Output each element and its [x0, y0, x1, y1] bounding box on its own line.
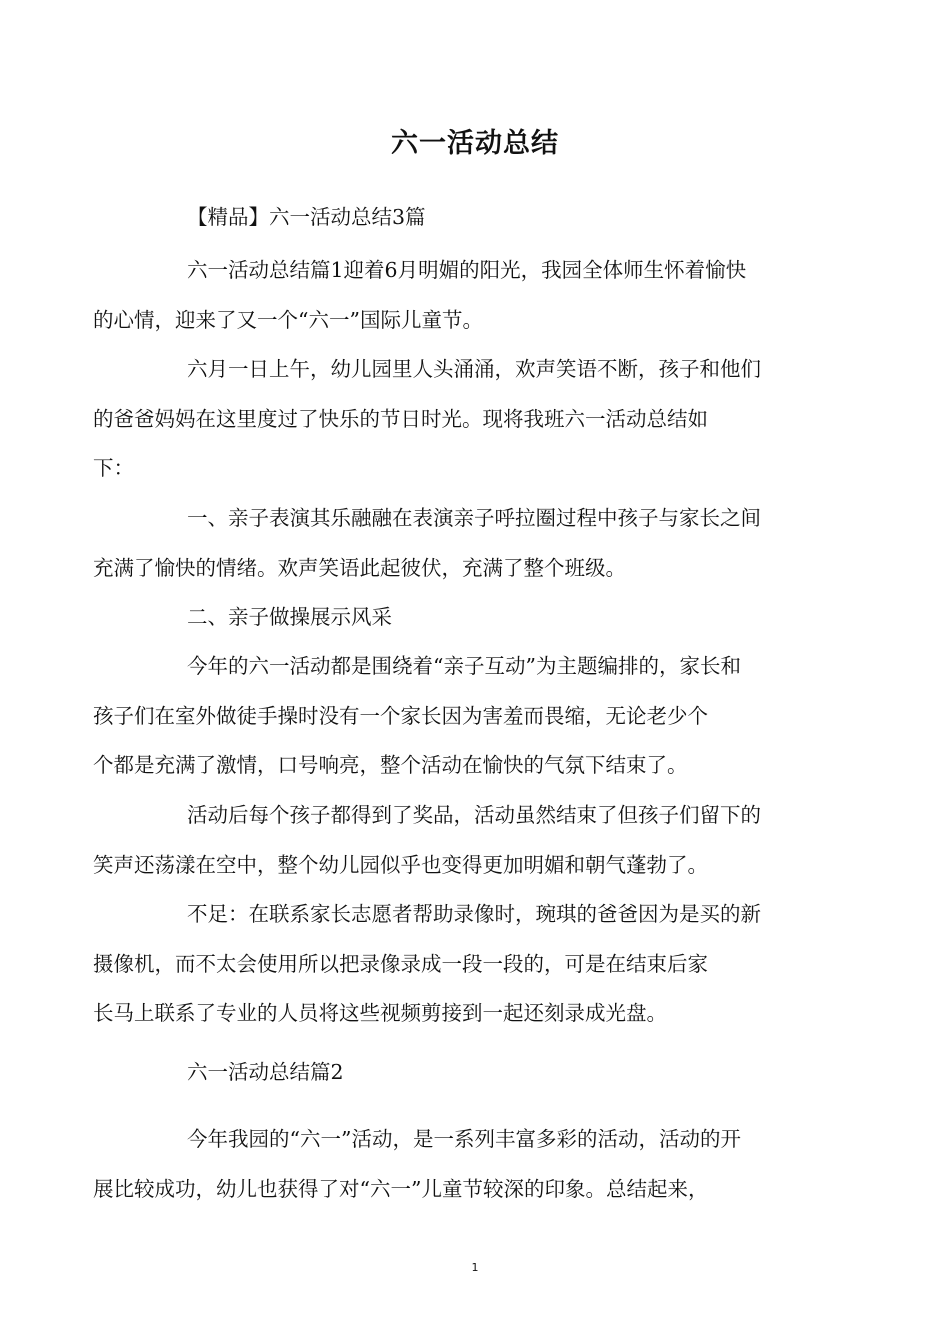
paragraph-line: 六一活动总结篇2: [187, 1060, 344, 1084]
paragraph-line: 下：: [93, 456, 134, 480]
paragraph-line: 长马上联系了专业的人员将这些视频剪接到一起还刻录成光盘。: [93, 1001, 667, 1025]
paragraph-line: 【精品】六一活动总结3篇: [187, 205, 426, 229]
paragraph-line: 充满了愉快的情绪。欢声笑语此起彼伏，充满了整个班级。: [93, 555, 626, 580]
paragraph-line: 摄像机，而不太会使用所以把录像录成一段一段的，可是在结束后家: [93, 951, 708, 976]
paragraph: [93, 345, 826, 494]
paragraph-line: 笑声还荡漾在空中，整个幼儿园似乎也变得更加明媚和朝气蓬勃了。: [93, 852, 708, 877]
paragraph-line: 的心情，迎来了又一个“六一”国际儿童节。: [93, 307, 483, 332]
paragraph-line: 不足：在联系家长志愿者帮助录像时，琬琪的爸爸因为是买的新: [187, 902, 761, 926]
paragraph-line: 今年我园的“六一”活动，是一系列丰富多彩的活动，活动的开: [187, 1127, 741, 1151]
paragraph-line: 六月一日上午，幼儿园里人头涌涌，欢声笑语不断，孩子和他们: [187, 357, 761, 381]
paragraph: [140, 593, 826, 643]
paragraph-line: 展比较成功，幼儿也获得了对“六一”儿童节较深的印象。总结起来，: [93, 1176, 709, 1201]
paragraph-line: 二、亲子做操展示风采: [187, 605, 392, 629]
paragraph-heading: [140, 193, 826, 243]
paragraph: [93, 791, 826, 890]
paragraph: [93, 890, 826, 1039]
paragraph-line: 今年的六一活动都是围绕着“亲子互动”为主题编排的，家长和: [187, 654, 741, 678]
paragraph-line: 个都是充满了激情，口号响亮，整个活动在愉快的气氛下结束了。: [93, 753, 688, 777]
paragraph-line: 孩子们在室外做徒手操时没有一个家长因为害羞而畏缩，无论老少个: [93, 703, 708, 728]
paragraph: [93, 1115, 826, 1214]
paragraph: [93, 642, 826, 791]
paragraph: [93, 494, 826, 593]
page-number: 1: [471, 1261, 479, 1274]
document-title: 六一活动总结: [391, 128, 559, 159]
paragraph-line: 活动后每个孩子都得到了奖品，活动虽然结束了但孩子们留下的: [187, 803, 761, 827]
paragraph-line: 六一活动总结篇1迎着6月明媚的阳光，我园全体师生怀着愉快: [187, 258, 747, 282]
paragraph-heading: [140, 1048, 826, 1098]
paragraph: [93, 246, 826, 345]
paragraph-line: 的爸爸妈妈在这里度过了快乐的节日时光。现将我班六一活动总结如: [93, 406, 708, 431]
paragraph-line: 一、亲子表演其乐融融在表演亲子呼拉圈过程中孩子与家长之间: [187, 506, 761, 530]
